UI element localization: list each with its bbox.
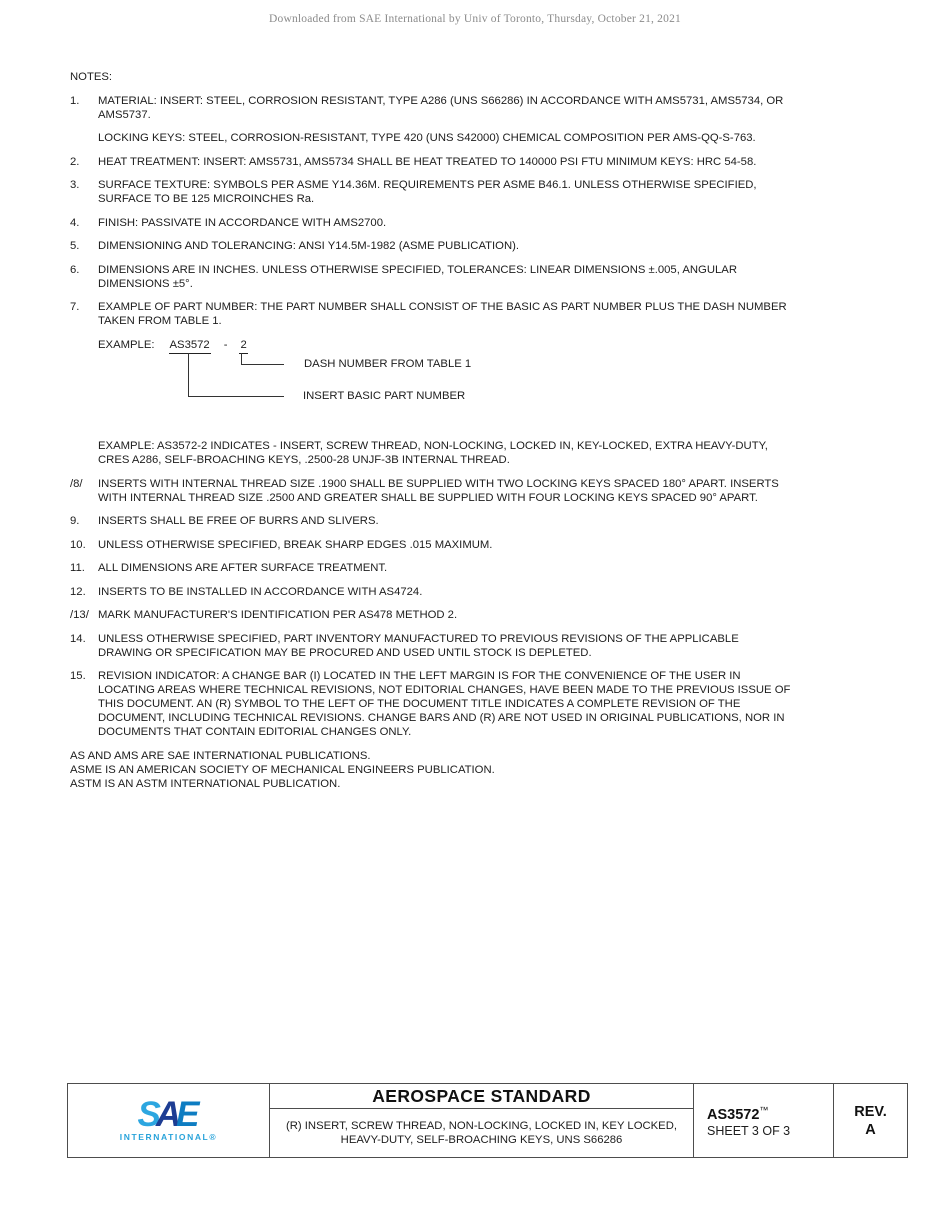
note-text-line: LOCKING KEYS: STEEL, CORROSION-RESISTANT, TYPE 420 (UNS S42000) CHEMICAL COMPOSITION PER AMS-QQ-S-763. [98, 132, 756, 144]
document-type-heading: AEROSPACE STANDARD [270, 1084, 693, 1109]
part-number-example-line [70, 338, 890, 354]
sae-logo-letter-e: E [176, 1094, 195, 1134]
note-number: /13/ [70, 609, 89, 621]
note-number: 7. [70, 301, 80, 313]
note-text [98, 538, 890, 552]
note-item-7 [70, 300, 890, 328]
notes-title: NOTES: [70, 71, 113, 83]
note-number: /8/ [70, 477, 83, 490]
note-text-line: AMS5737. [98, 108, 151, 121]
note-item-10 [70, 538, 890, 552]
basic-part-number: AS3572 [169, 338, 211, 354]
document-title [270, 1109, 693, 1157]
dash-number-callout: DASH NUMBER FROM TABLE 1 [304, 357, 472, 370]
note-number: 9. [70, 515, 80, 527]
note-text [98, 585, 890, 599]
note-item-15 [70, 669, 890, 739]
note-text-line: INSERTS SHALL BE FREE OF BURRS AND SLIVERS. [98, 515, 379, 527]
note-number: 14. [70, 632, 86, 645]
note-text-line: UNLESS OTHERWISE SPECIFIED, BREAK SHARP EDGES .015 MAXIMUM. [98, 538, 493, 551]
note-text-line: REVISION INDICATOR: A CHANGE BAR (I) LOCATED IN THE LEFT MARGIN IS FOR THE CONVENIENCE OF THE USER IN [98, 670, 741, 682]
note-text [98, 439, 890, 467]
sae-logo-subtext: INTERNATIONAL® [119, 1132, 218, 1143]
note-text-line: THIS DOCUMENT. AN (R) SYMBOL TO THE LEFT OF THE DOCUMENT TITLE INDICATES A COMPLETE REVISION OF THE [98, 698, 741, 710]
note-text-line: ALL DIMENSIONS ARE AFTER SURFACE TREATMENT. [98, 562, 388, 574]
title-block [67, 1083, 908, 1158]
note-text-line: WITH INTERNAL THREAD SIZE .2500 AND GREATER SHALL BE SUPPLIED WITH FOUR LOCKING KEYS SPACED 90° APART. [98, 491, 758, 504]
note-number: 1. [70, 94, 80, 107]
note-number: 4. [70, 216, 80, 229]
note-number: 3. [70, 179, 80, 191]
sae-logo-letters [137, 1094, 200, 1134]
note-number: 5. [70, 240, 80, 252]
footnote-line: AS AND AMS ARE SAE INTERNATIONAL PUBLICATIONS. [70, 749, 371, 762]
footnotes [70, 749, 890, 791]
note-text [98, 477, 890, 505]
sheet-number: SHEET 3 OF 3 [707, 1124, 791, 1139]
note-text-line: SURFACE TO BE 125 MICROINCHES Ra. [98, 193, 315, 205]
note-text-line: CRES A286, SELF-BROACHING KEYS, .2500-28 UNJF-3B INTERNAL THREAD. [98, 454, 510, 466]
note-text [98, 263, 890, 291]
dash-number: 2 [239, 338, 247, 354]
note-text-line: SURFACE TEXTURE: SYMBOLS PER ASME Y14.36M. REQUIREMENTS PER ASME B46.1. UNLESS OTHERWISE SPECIFIED, [98, 179, 757, 191]
part-number-diagram [70, 338, 890, 430]
note-item-1 [70, 94, 890, 122]
example-label: EXAMPLE: [98, 338, 155, 351]
sae-logo [68, 1084, 270, 1157]
rev-value: A [865, 1121, 876, 1138]
footnote-line: ASTM IS AN ASTM INTERNATIONAL PUBLICATION. [70, 777, 341, 790]
note-item-14 [70, 632, 890, 660]
note-text-line: FINISH: PASSIVATE IN ACCORDANCE WITH AMS2700. [98, 216, 387, 229]
note-text [98, 155, 890, 169]
note-number: 10. [70, 538, 86, 551]
note-item-13 [70, 608, 890, 622]
note-item-5 [70, 239, 890, 253]
note-item-2 [70, 155, 890, 169]
note-text-line: DOCUMENT, INCLUDING TECHNICAL REVISIONS. CHANGE BARS AND (R) ARE NOT USED IN ORIGINAL PUBLICATIONS, NOR IN [98, 712, 785, 724]
note-text [98, 131, 890, 145]
sae-logo-letter-s: S [137, 1094, 156, 1134]
note-number [70, 439, 98, 467]
note-text [98, 94, 890, 122]
note-text [98, 216, 890, 230]
note-text [98, 300, 890, 328]
trademark-symbol: ™ [759, 1104, 769, 1115]
note-text [98, 632, 890, 660]
note-number: 2. [70, 155, 80, 168]
note-text [98, 239, 890, 253]
note-text-line: DIMENSIONS ±5°. [98, 277, 193, 290]
note-item-12 [70, 585, 890, 599]
note-text [98, 608, 890, 622]
note-text-line: TAKEN FROM TABLE 1. [98, 315, 222, 327]
note-text [98, 514, 890, 528]
note-text-line: EXAMPLE OF PART NUMBER: THE PART NUMBER SHALL CONSIST OF THE BASIC AS PART NUMBER PLUS THE DASH NUMBER [98, 301, 787, 313]
note-item-11 [70, 561, 890, 575]
callout-line-basic-part [188, 353, 284, 397]
note-number: 15. [70, 670, 86, 682]
note-number: 6. [70, 263, 80, 276]
note-text-line: DRAWING OR SPECIFICATION MAY BE PROCURED AND USED UNTIL STOCK IS DEPLETED. [98, 646, 592, 659]
dash-separator: - [223, 338, 228, 351]
note-text [98, 561, 890, 575]
note-item-4 [70, 216, 890, 230]
note-text-line: MATERIAL: INSERT: STEEL, CORROSION RESISTANT, TYPE A286 (UNS S66286) IN ACCORDANCE WITH AMS5731, AMS5734, OR [98, 94, 784, 107]
title-block-center [270, 1084, 694, 1157]
note-text [98, 669, 890, 739]
document-title-line-2: HEAVY-DUTY, SELF-BROACHING KEYS, UNS S66286 [340, 1134, 623, 1146]
basic-part-callout: INSERT BASIC PART NUMBER [303, 389, 466, 402]
note-text-line: HEAT TREATMENT: INSERT: AMS5731, AMS5734 SHALL BE HEAT TREATED TO 140000 PSI FTU MINIMUM KEYS: HRC 54-58. [98, 155, 757, 168]
notes-list-upper [70, 94, 890, 329]
note-text-line: INSERTS WITH INTERNAL THREAD SIZE .1900 SHALL BE SUPPLIED WITH TWO LOCKING KEYS SPACED 180° APART. INSERTS [98, 477, 779, 490]
note-text-line: DIMENSIONING AND TOLERANCING: ANSI Y14.5M-1982 (ASME PUBLICATION). [98, 240, 520, 252]
note-number [70, 131, 98, 145]
note-text-line: EXAMPLE: AS3572-2 INDICATES - INSERT, SCREW THREAD, NON-LOCKING, LOCKED IN, KEY-LOCKED, EXTRA HEAVY-DUTY, [98, 440, 768, 452]
note-item-8 [70, 477, 890, 505]
note-text-line: DIMENSIONS ARE IN INCHES. UNLESS OTHERWISE SPECIFIED, TOLERANCES: LINEAR DIMENSIONS ±.005, ANGULAR [98, 263, 737, 276]
note-text-line: UNLESS OTHERWISE SPECIFIED, PART INVENTORY MANUFACTURED TO PREVIOUS REVISIONS OF THE APPLICABLE [98, 632, 739, 645]
document-title-line-1: (R) INSERT, SCREW THREAD, NON-LOCKING, LOCKED IN, KEY LOCKED, [285, 1120, 678, 1132]
note-text-line: INSERTS TO BE INSTALLED IN ACCORDANCE WITH AS4724. [98, 585, 423, 598]
download-notice: Downloaded from SAE International by Univ of Toronto, Thursday, October 21, 2021 [269, 13, 681, 25]
note-item-3 [70, 178, 890, 206]
note-text-line: LOCATING AREAS WHERE TECHNICAL REVISIONS, NOT EDITORIAL CHANGES, HAVE BEEN MADE TO THE PREVIOUS ISSUE OF [98, 684, 791, 696]
note-number: 12. [70, 585, 86, 598]
note-item-6 [70, 263, 890, 291]
notes-list-lower [70, 439, 890, 739]
note-paragraph [70, 131, 890, 145]
document-number [707, 1102, 833, 1124]
note-text [98, 178, 890, 206]
note-number: 11. [70, 562, 85, 574]
note-paragraph [70, 439, 890, 467]
note-text-line: MARK MANUFACTURER'S IDENTIFICATION PER AS478 METHOD 2. [98, 609, 458, 621]
note-item-9 [70, 514, 890, 528]
revision-cell [834, 1084, 907, 1157]
document-number-cell [694, 1084, 834, 1157]
sae-logo-letter-a: A [155, 1094, 177, 1134]
rev-label: REV. [854, 1103, 887, 1120]
document-number-text: AS3572 [707, 1106, 760, 1123]
notes-section [70, 70, 890, 791]
footnote-line: ASME IS AN AMERICAN SOCIETY OF MECHANICAL ENGINEERS PUBLICATION. [70, 763, 495, 776]
note-text-line: DOCUMENTS THAT CONTAIN EDITORIAL CHANGES ONLY. [98, 726, 412, 738]
